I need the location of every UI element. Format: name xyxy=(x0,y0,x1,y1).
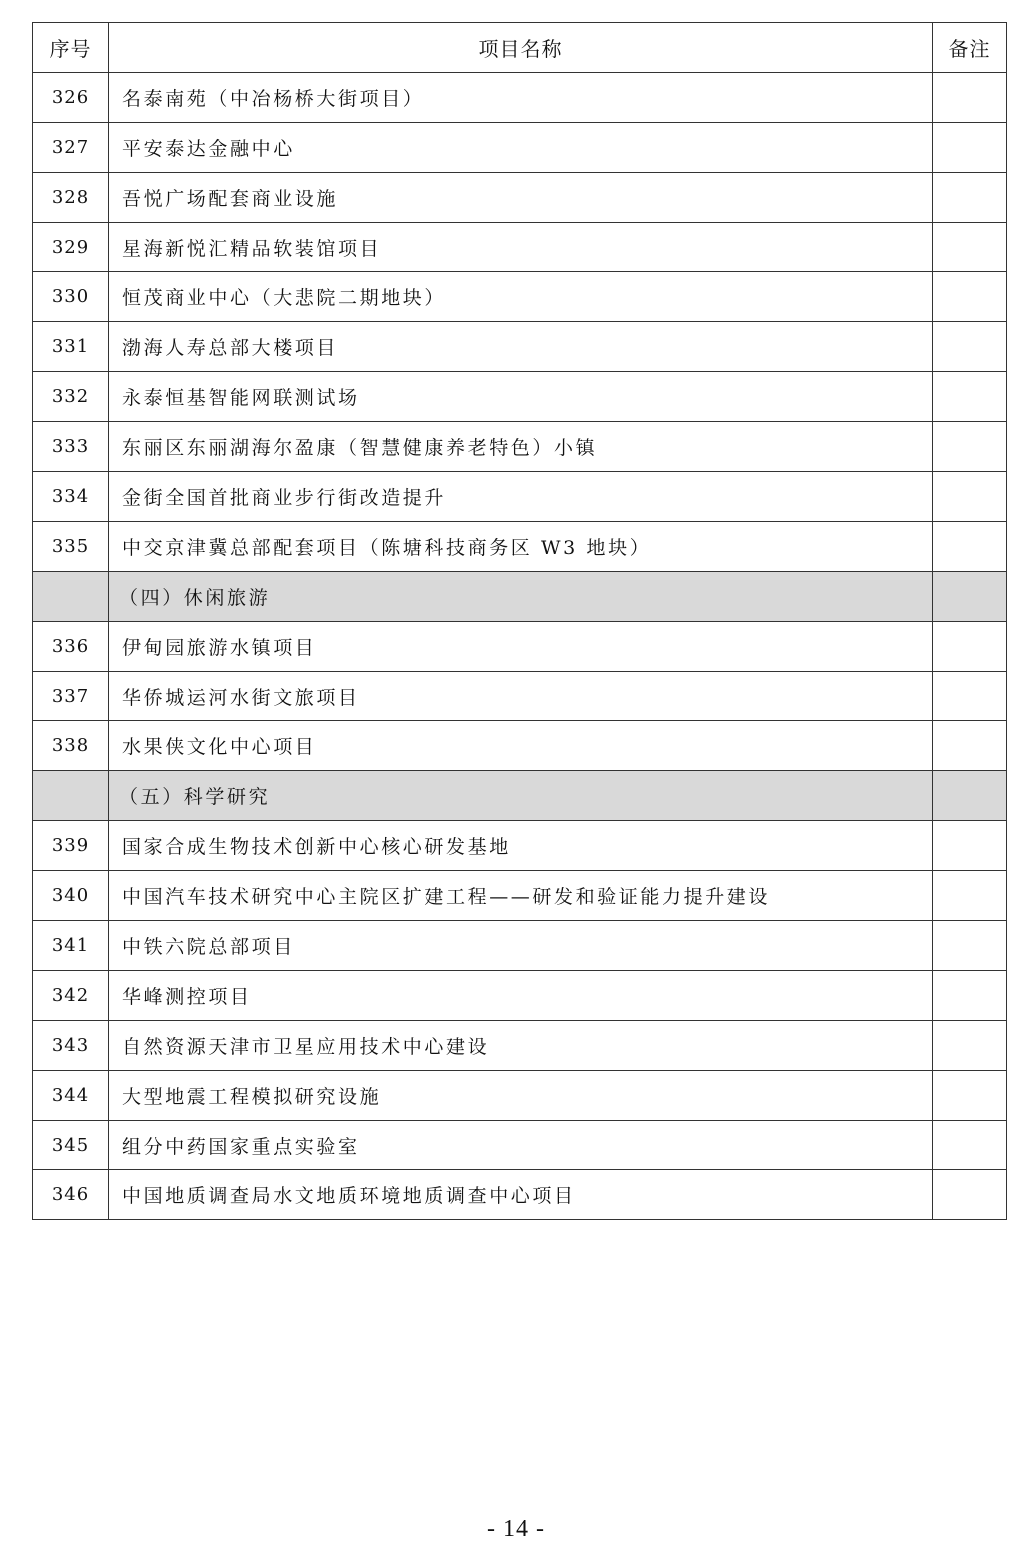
row-number: 345 xyxy=(33,1120,109,1170)
table-row xyxy=(33,621,1007,671)
project-name: 星海新悦汇精品软装馆项目 xyxy=(109,222,933,272)
row-number: 332 xyxy=(33,372,109,422)
project-name: 中交京津冀总部配套项目（陈塘科技商务区 W3 地块） xyxy=(109,521,933,571)
row-remarks xyxy=(933,871,1007,921)
project-name: 水果侠文化中心项目 xyxy=(109,721,933,771)
row-remarks xyxy=(933,970,1007,1020)
row-number: 331 xyxy=(33,322,109,372)
row-number: 343 xyxy=(33,1020,109,1070)
row-remarks xyxy=(933,821,1007,871)
table-row xyxy=(33,871,1007,921)
section-title: （四）休闲旅游 xyxy=(109,571,933,621)
project-name: 大型地震工程模拟研究设施 xyxy=(109,1070,933,1120)
row-number xyxy=(33,771,109,821)
row-remarks xyxy=(933,771,1007,821)
project-name: 中国地质调查局水文地质环境地质调查中心项目 xyxy=(109,1170,933,1220)
project-name: 自然资源天津市卫星应用技术中心建设 xyxy=(109,1020,933,1070)
section-title: （五）科学研究 xyxy=(109,771,933,821)
project-name: 金街全国首批商业步行街改造提升 xyxy=(109,472,933,522)
table-row xyxy=(33,821,1007,871)
row-number: 334 xyxy=(33,472,109,522)
row-number: 326 xyxy=(33,72,109,122)
project-name: 华侨城运河水街文旅项目 xyxy=(109,671,933,721)
row-remarks xyxy=(933,521,1007,571)
table-row xyxy=(33,671,1007,721)
row-remarks xyxy=(933,222,1007,272)
project-table xyxy=(32,22,1007,1220)
project-name: 中国汽车技术研究中心主院区扩建工程——研发和验证能力提升建设 xyxy=(109,871,933,921)
row-number: 342 xyxy=(33,970,109,1020)
row-remarks xyxy=(933,372,1007,422)
row-number: 346 xyxy=(33,1170,109,1220)
project-name: 平安泰达金融中心 xyxy=(109,122,933,172)
row-remarks xyxy=(933,721,1007,771)
row-remarks xyxy=(933,621,1007,671)
row-number: 327 xyxy=(33,122,109,172)
table-row xyxy=(33,1120,1007,1170)
project-name: 伊甸园旅游水镇项目 xyxy=(109,621,933,671)
row-number: 335 xyxy=(33,521,109,571)
table-row xyxy=(33,372,1007,422)
project-name: 恒茂商业中心（大悲院二期地块） xyxy=(109,272,933,322)
row-number: 344 xyxy=(33,1070,109,1120)
row-remarks xyxy=(933,921,1007,971)
header-number: 序号 xyxy=(33,23,109,73)
table-row xyxy=(33,122,1007,172)
row-remarks xyxy=(933,1170,1007,1220)
row-number: 328 xyxy=(33,172,109,222)
row-number: 330 xyxy=(33,272,109,322)
row-remarks xyxy=(933,422,1007,472)
section-header-row xyxy=(33,571,1007,621)
page-number: - 14 - xyxy=(487,1516,545,1542)
header-remarks: 备注 xyxy=(933,23,1007,73)
project-name: 吾悦广场配套商业设施 xyxy=(109,172,933,222)
table-header-row xyxy=(33,23,1007,73)
row-number: 333 xyxy=(33,422,109,472)
row-remarks xyxy=(933,172,1007,222)
row-remarks xyxy=(933,671,1007,721)
row-number: 340 xyxy=(33,871,109,921)
table-body xyxy=(33,72,1007,1219)
row-number: 336 xyxy=(33,621,109,671)
row-remarks xyxy=(933,571,1007,621)
project-name: 中铁六院总部项目 xyxy=(109,921,933,971)
table-row xyxy=(33,521,1007,571)
row-remarks xyxy=(933,1120,1007,1170)
row-remarks xyxy=(933,1020,1007,1070)
table-row xyxy=(33,172,1007,222)
row-remarks xyxy=(933,122,1007,172)
row-number: 341 xyxy=(33,921,109,971)
row-remarks xyxy=(933,1070,1007,1120)
table-row xyxy=(33,1070,1007,1120)
row-remarks xyxy=(933,322,1007,372)
row-number: 338 xyxy=(33,721,109,771)
table-row xyxy=(33,272,1007,322)
table-row xyxy=(33,72,1007,122)
row-number: 337 xyxy=(33,671,109,721)
project-name: 名泰南苑（中冶杨桥大街项目） xyxy=(109,72,933,122)
project-name: 东丽区东丽湖海尔盈康（智慧健康养老特色）小镇 xyxy=(109,422,933,472)
table-row xyxy=(33,1020,1007,1070)
table-row xyxy=(33,970,1007,1020)
table-row xyxy=(33,422,1007,472)
row-remarks xyxy=(933,472,1007,522)
section-header-row xyxy=(33,771,1007,821)
row-number: 339 xyxy=(33,821,109,871)
project-name: 渤海人寿总部大楼项目 xyxy=(109,322,933,372)
table-row xyxy=(33,921,1007,971)
table-row xyxy=(33,1170,1007,1220)
table-row xyxy=(33,721,1007,771)
table-row xyxy=(33,472,1007,522)
row-remarks xyxy=(933,272,1007,322)
header-project-name: 项目名称 xyxy=(109,23,933,73)
row-number: 329 xyxy=(33,222,109,272)
project-name: 永泰恒基智能网联测试场 xyxy=(109,372,933,422)
table-row xyxy=(33,322,1007,372)
project-name: 华峰测控项目 xyxy=(109,970,933,1020)
row-number xyxy=(33,571,109,621)
row-remarks xyxy=(933,72,1007,122)
project-name: 国家合成生物技术创新中心核心研发基地 xyxy=(109,821,933,871)
table-row xyxy=(33,222,1007,272)
project-name: 组分中药国家重点实验室 xyxy=(109,1120,933,1170)
